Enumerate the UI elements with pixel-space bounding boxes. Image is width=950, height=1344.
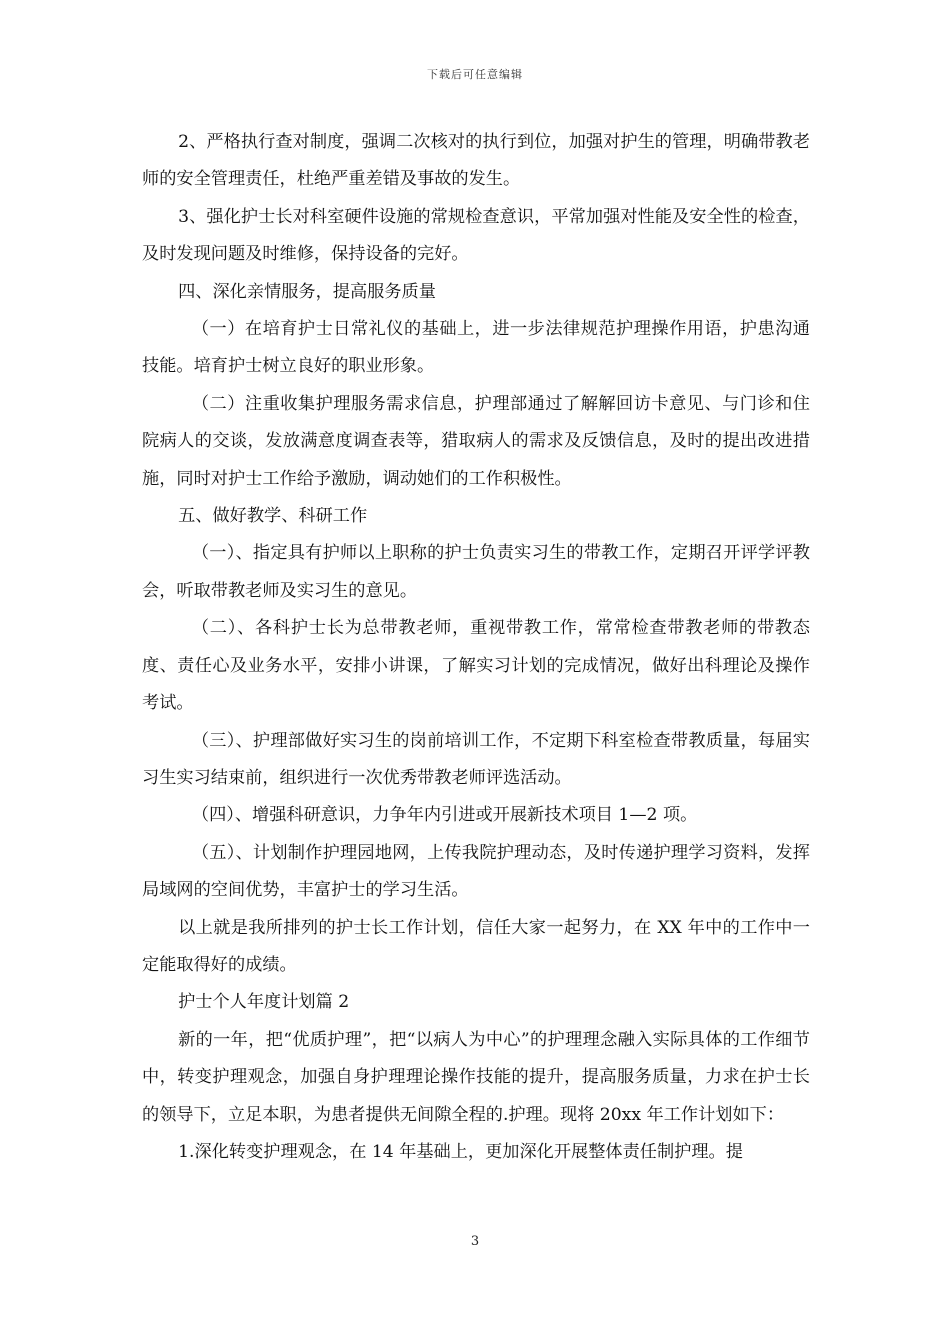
paragraph: 新的一年，把“优质护理”，把“以病人为中心”的护理理念融入实际具体的工作细节中，转变护理观念，加强自身护理理论操作技能的提升，提高服务质量，力求在护士长的领导下，立足本职，为患者提供无间隙全程的.护理。现将 20xx 年工作计划如下：: [142, 1029, 810, 1125]
page-number: 3: [470, 1234, 480, 1249]
paragraph: （五）、计划制作护理园地网，上传我院护理动态，及时传递护理学习资料，发挥局域网的空间优势，丰富护士的学习生活。: [142, 842, 810, 901]
paragraph: （四）、增强科研意识，力争年内引进或开展新技术项目 1—2 项。: [191, 805, 698, 826]
paragraph: （二）注重收集护理服务需求信息，护理部通过了解解回访卡意见、与门诊和住院病人的交谈，发放满意度调查表等，猎取病人的需求及反馈信息，及时的提出改进措施，同时对护士工作给予激励，调动她们的工作积极性。: [142, 393, 810, 489]
paragraph: 2、严格执行查对制度，强调二次核对的执行到位，加强对护生的管理，明确带教老师的安全管理责任，杜绝严重差错及事故的发生。: [142, 132, 810, 190]
paragraph: （二）、各科护士长为总带教老师，重视带教工作，常常检查带教老师的带教态度、责任心及业务水平，安排小讲课，了解实习计划的完成情况，做好出科理论及操作考试。: [142, 618, 810, 714]
section-heading: 四、深化亲情服务，提高服务质量: [178, 281, 436, 302]
paragraph: （一）在培育护士日常礼仪的基础上，进一步法律规范护理操作用语，护患沟通技能。培育护士树立良好的职业形象。: [142, 319, 810, 377]
section-heading: 五、做好教学、科研工作: [178, 506, 368, 527]
paragraph: 1.深化转变护理观念，在 14 年基础上，更加深化开展整体责任制护理。提: [178, 1141, 743, 1162]
paragraph: 以上就是我所排列的护士长工作计划，信任大家一起努力，在 XX 年中的工作中一定能取得好的成绩。: [142, 917, 810, 975]
section-heading: 护士个人年度计划篇 2: [178, 992, 350, 1013]
paragraph: 3、强化护士长对科室硬件设施的常规检查意识，平常加强对性能及安全性的检查，及时发现问题及时维修，保持设备的完好。: [142, 206, 810, 265]
header-note: 下载后可任意编辑: [427, 68, 523, 81]
paragraph: （三）、护理部做好实习生的岗前培训工作，不定期下科室检查带教质量，每届实习生实习结束前，组织进行一次优秀带教老师评选活动。: [142, 730, 810, 788]
paragraph: （一）、指定具有护师以上职称的护士负责实习生的带教工作，定期召开评学评教会，听取带教老师及实习生的意见。: [142, 543, 810, 601]
document-body: [142, 124, 810, 1171]
